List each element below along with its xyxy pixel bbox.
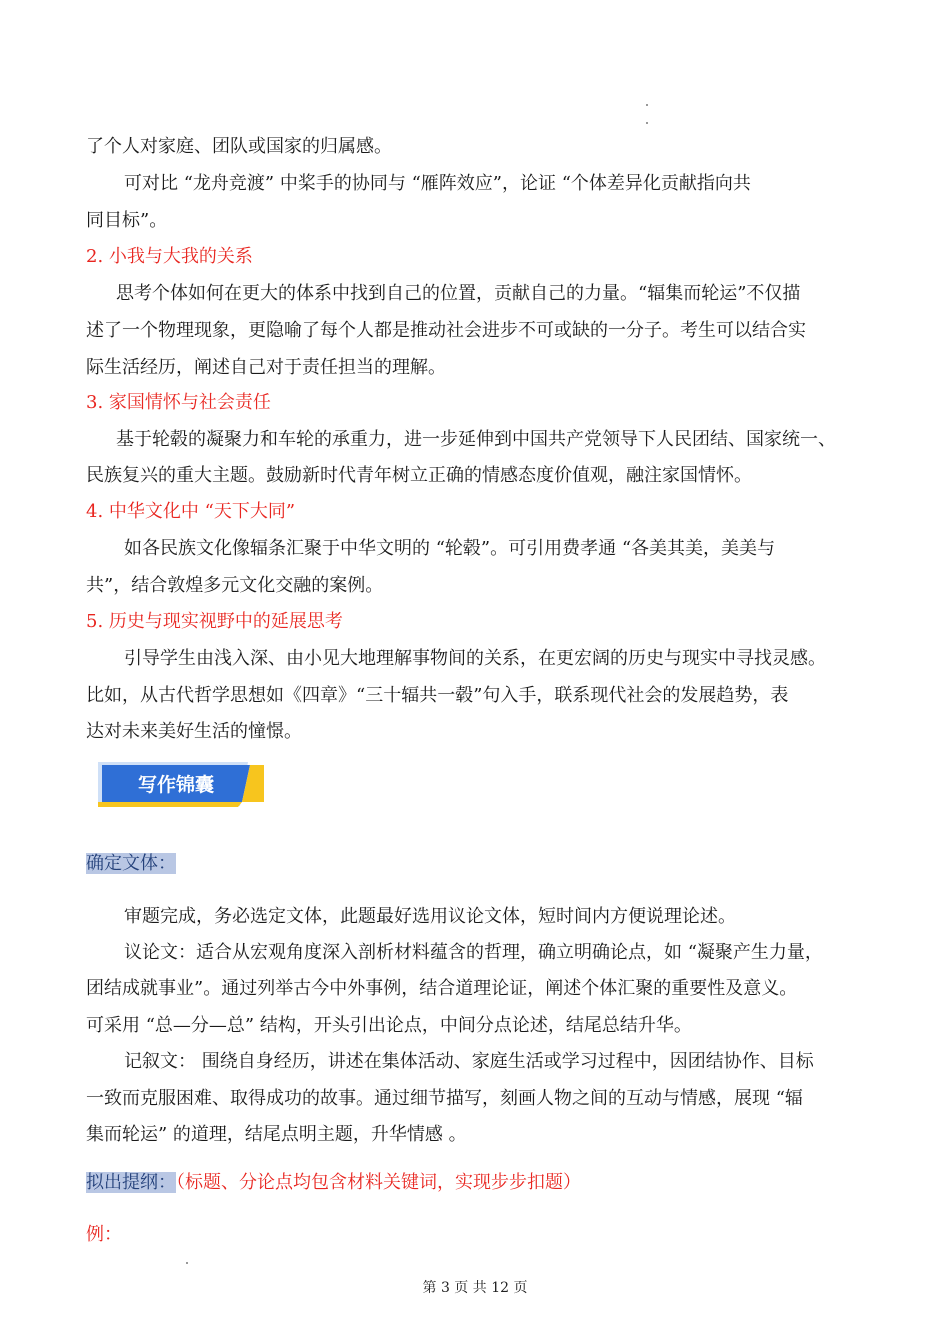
section-heading: 2. 小我与大我的关系 — [86, 246, 253, 267]
paragraph-line: 际生活经历，阐述自己对于责任担当的理解。 — [86, 357, 446, 378]
paragraph-line: 同目标”。 — [86, 210, 168, 231]
paragraph-line: 一致而克服困难、取得成功的故事。通过细节描写，刻画人物之间的互动与情感，展现 “辐 — [86, 1088, 803, 1109]
paragraph-line: 审题完成，务必选定文体，此题最好选用议论文体，短时间内方便说理论述。 — [124, 906, 736, 927]
paragraph-line: 述了一个物理现象，更隐喻了每个人都是推动社会进步不可或缺的一分子。考生可以结合实 — [86, 320, 806, 341]
genre-label-line — [86, 852, 864, 876]
section-heading: 4. 中华文化中 “天下大同” — [86, 501, 296, 522]
section-heading: 5. 历史与现实视野中的延展思考 — [86, 611, 343, 632]
scan-dot — [646, 122, 648, 124]
outline-label: 拟出提纲： — [86, 1172, 176, 1193]
paragraph-line: 基于轮毂的凝聚力和车轮的承重力，进一步延伸到中国共产党领导下人民团结、国家统一、 — [116, 429, 836, 450]
paragraph-line: 议论文：适合从宏观角度深入剖析材料蕴含的哲理，确立明确论点，如 “凝聚产生力量， — [124, 942, 823, 963]
banner-underline — [98, 802, 242, 807]
writing-tips-banner — [98, 760, 264, 810]
paragraph-line: 思考个体如何在更大的体系中找到自己的位置，贡献自己的力量。“辐集而轮运”不仅描 — [116, 283, 801, 304]
paragraph-line: 共”，结合敦煌多元文化交融的案例。 — [86, 575, 384, 596]
paragraph-line: 比如，从古代哲学思想如《四章》“三十辐共一毂”句入手，联系现代社会的发展趋势，表 — [86, 685, 789, 706]
page-footer: 第 3 页 共 12 页 — [422, 1280, 528, 1296]
paragraph-line: 记叙文： 围绕自身经历，讲述在集体活动、家庭生活或学习过程中，因团结协作、目标 — [124, 1051, 814, 1072]
paragraph-line: 了个人对家庭、团队或国家的归属感。 — [86, 136, 392, 157]
paragraph-line: 可采用 “总—分—总” 结构，开头引出论点，中间分点论述，结尾总结升华。 — [86, 1015, 692, 1036]
outline-note: （标题、分论点均包含材料关键词，实现步步扣题） — [176, 1172, 581, 1193]
paragraph-line: 团结成就事业”。通过列举古今中外事例，结合道理论证，阐述个体汇聚的重要性及意义。 — [86, 978, 798, 999]
paragraph-line: 民族复兴的重大主题。鼓励新时代青年树立正确的情感态度价值观，融注家国情怀。 — [86, 465, 752, 486]
paragraph-line: 达对未来美好生活的憧憬。 — [86, 721, 302, 742]
outline-line — [86, 1171, 864, 1195]
paragraph-line: 可对比 “龙舟竞渡” 中桨手的协同与 “雁阵效应”，论证 “个体差异化贡献指向共 — [124, 173, 751, 194]
example-label: 例： — [86, 1224, 122, 1245]
scan-dot — [646, 104, 648, 106]
paragraph-line: 引导学生由浅入深、由小见大地理解事物间的关系，在更宏阔的历史与现实中寻找灵感。 — [124, 648, 826, 669]
paragraph-line: 集而轮运” 的道理，结尾点明主题，升华情感 。 — [86, 1124, 467, 1145]
section-heading: 3. 家国情怀与社会责任 — [86, 392, 271, 413]
paragraph-line: 如各民族文化像辐条汇聚于中华文明的 “轮毂”。可引用费孝通 “各美其美，美美与 — [124, 538, 776, 559]
genre-label: 确定文体： — [86, 853, 176, 874]
scan-dot — [186, 1262, 188, 1264]
banner-graphic — [98, 760, 264, 810]
banner-title: 写作锦囊 — [137, 774, 215, 796]
